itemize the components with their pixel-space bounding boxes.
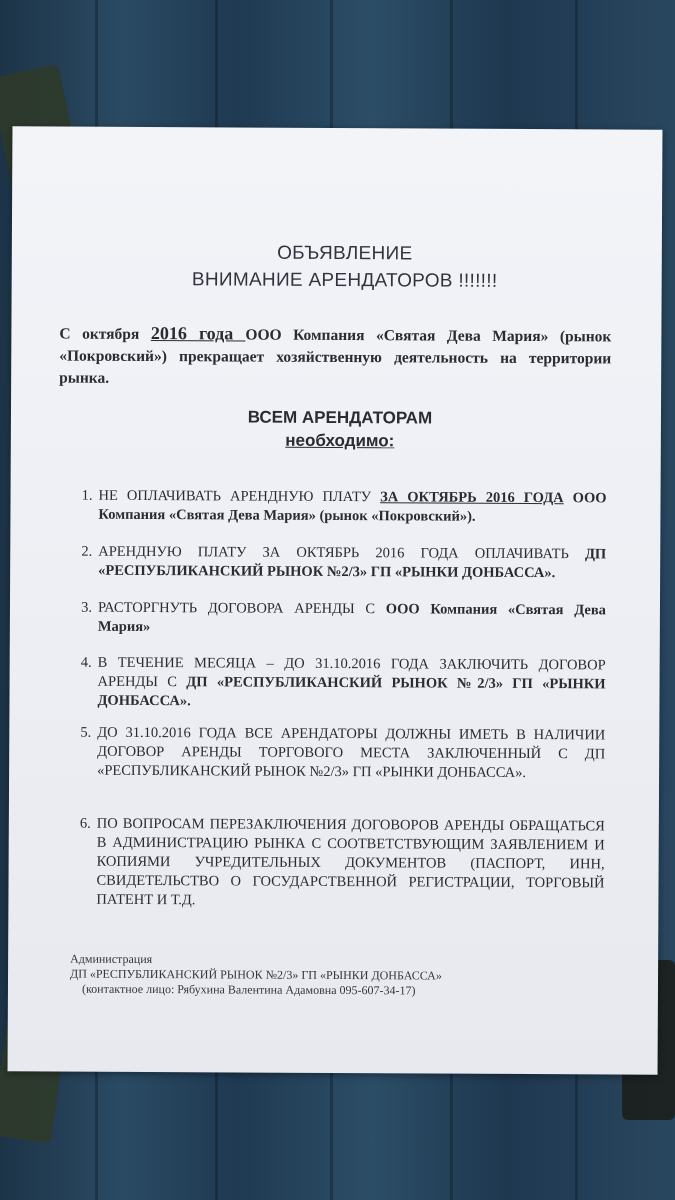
- item-text-tail: ООО Компания «Святая Дева Мария» (рынок «Покровский»).: [98, 490, 607, 525]
- footer-administration: Администрация: [70, 951, 153, 967]
- notice-sheet: [8, 126, 663, 1074]
- intro-text-a: С октября: [59, 325, 151, 344]
- item-number: 2.: [81, 543, 93, 560]
- heading-all-tenants: ВСЕМ АРЕНДАТОРАМ: [247, 407, 433, 428]
- list-item: [69, 815, 609, 909]
- item-text: АРЕНДНУЮ ПЛАТУ ЗА ОКТЯБРЬ 2016 ГОДА ОПЛАЧИВАТЬ: [98, 543, 586, 563]
- item-number: 6.: [79, 815, 91, 832]
- item-text: РАСТОРГНУТЬ ДОГОВОРА АРЕНДЫ С: [97, 599, 386, 618]
- item-text: ПО ВОПРОСАМ ПЕРЕЗАКЛЮЧЕНИЯ ДОГОВОРОВ АРЕНДЫ ОБРАЩАТЬСЯ В АДМИНИСТРАЦИЮ РЫНКА С СООТВЕТСТВУЮЩИМ ЗАЯВЛЕНИЕМ И КОПИЯМИ УЧРЕДИТЕЛЬНЫХ ДОКУМЕНТОВ (ПАСПОРТ, ИНН, СВИДЕТЕЛЬСТВО О ГОСУДАРСТВЕННОЙ РЕГИСТРАЦИИ, ТОРГОВЫЙ ПАТЕНТ И Т.Д.: [96, 815, 605, 909]
- item-number: 1.: [81, 487, 93, 504]
- list-item: [71, 487, 611, 525]
- item-number: 4.: [80, 654, 92, 671]
- item-text: В ТЕЧЕНИЕ МЕСЯЦА – ДО 31.10.2016 ГОДА ЗАКЛЮЧИТЬ ДОГОВОР АРЕНДЫ С: [97, 654, 606, 691]
- item-text-bold: ДП «РЕСПУБЛИКАНСКИЙ РЫНОК №2/3» ГП «РЫНКИ ДОНБАССА».: [97, 674, 606, 710]
- item-text-bold: ЗА ОКТЯБРЬ 2016 ГОДА: [380, 489, 564, 507]
- footer-contact: (контактное лицо: Рябухина Валентина Адамовна 095-607-34-17): [81, 981, 416, 998]
- list-item: [70, 543, 610, 582]
- item-number: 5.: [80, 724, 92, 741]
- notice-title: ОБЪЯВЛЕНИЕ: [277, 242, 413, 265]
- item-text: ДО 31.10.2016 ГОДА ВСЕ АРЕНДАТОРЫ ДОЛЖНЫ ИМЕТЬ В НАЛИЧИИ ДОГОВОР АРЕНДЫ ТОРГОВОГО МЕСТА ЗАКЛЮЧЕННЫЙ С ДП «РЕСПУБЛИКАНСКИЙ РЫНОК №2/3» ГП «РЫНКИ ДОНБАССА».: [97, 724, 606, 782]
- intro-paragraph: [59, 322, 611, 393]
- intro-year: 2016 года: [150, 323, 246, 344]
- list-item: [70, 654, 610, 710]
- item-text-bold: ДП «РЕСПУБЛИКАНСКИЙ РЫНОК №2/3» ГП «РЫНКИ ДОНБАССА».: [98, 546, 607, 582]
- list-item: [69, 724, 609, 782]
- intro-text-b: ООО Компания «Святая Дева Мария» (рынок «Покровский») прекращает хозяйственную деятельность на территории рынка.: [59, 326, 612, 387]
- item-number: 3.: [81, 599, 93, 616]
- item-text: НЕ ОПЛАЧИВАТЬ АРЕНДНУЮ ПЛАТУ: [98, 487, 381, 506]
- footer-organization: ДП «РЕСПУБЛИКАНСКИЙ РЫНОК №2/3» ГП «РЫНКИ ДОНБАССА»: [70, 966, 442, 983]
- notice-subtitle: ВНИМАНИЕ АРЕНДАТОРОВ !!!!!!!: [191, 269, 498, 292]
- item-text-bold: ООО Компания «Святая Дева Мария»: [97, 601, 606, 636]
- list-item: [70, 599, 610, 636]
- footer-signature: [70, 952, 442, 999]
- heading-required: необходимо:: [285, 430, 395, 451]
